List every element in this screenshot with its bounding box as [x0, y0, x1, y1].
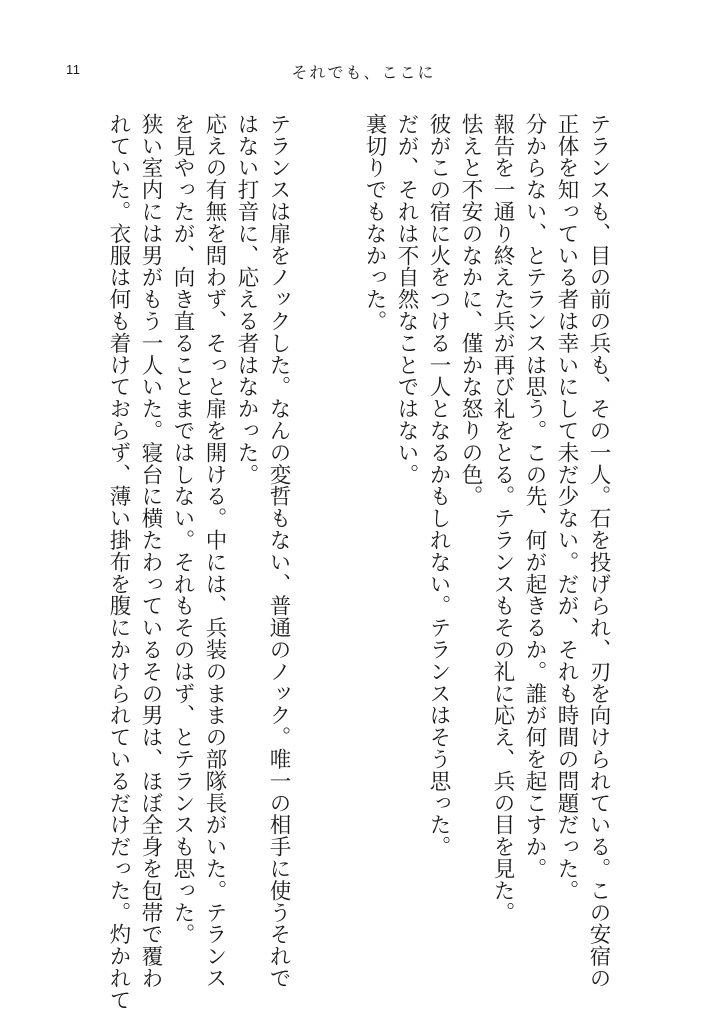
text-column: 彼がこの宿に火をつける一人となるかもしれない。テランスはそう思った。 [426, 113, 451, 858]
text-column: テランスは扉をノックした。なんの変哲もない、普通のノック。唯一の相手に使うそれで [266, 113, 291, 989]
text-column: 分からない、とテランスは思う。この先、何が起きるか。誰が何を起こすか。 [522, 113, 547, 880]
text-column: 狭い室内には男がもう一人いた。寝台に横たわっているその男は、ほぼ全身を包帯で覆わ [138, 113, 163, 989]
text-column: はない打音に、応える者はなかった。 [234, 113, 259, 486]
running-title: それでも、ここに [291, 63, 436, 82]
page-number: 11 [66, 62, 81, 77]
text-column: 裏切りでもなかった。 [362, 113, 387, 332]
text-column: 応えの有無を問わず、そっと扉を開ける。中には、兵装のままの部隊長がいた。テランス [202, 113, 227, 989]
text-column: 報告を一通り終えた兵が再び礼をとる。テランスもその礼に応え、兵の目を見た。 [490, 113, 515, 924]
text-column: れていた。衣服は何も着けておらず、薄い掛布を腹にかけられているだけだった。灼かれて [106, 113, 131, 1011]
text-column: 正体を知っている者は幸いにして未だ少ない。だが、それも時間の問題だった。 [554, 113, 579, 902]
blank-column [294, 113, 326, 1008]
text-column: を見やったが、向き直ることまではしない。それもそのはず、とテランスも思った。 [170, 113, 195, 946]
text-column: テランスも、目の前の兵も、その一人。石を投げられ、刃を向けられている。この安宿の [586, 113, 611, 989]
vertical-body-text [102, 113, 614, 1011]
blank-column [326, 113, 358, 1008]
text-column: だが、それは不自然なことではない。 [394, 113, 419, 486]
text-column: 怯えと不安のなかに、僅かな怒りの色。 [458, 113, 483, 508]
